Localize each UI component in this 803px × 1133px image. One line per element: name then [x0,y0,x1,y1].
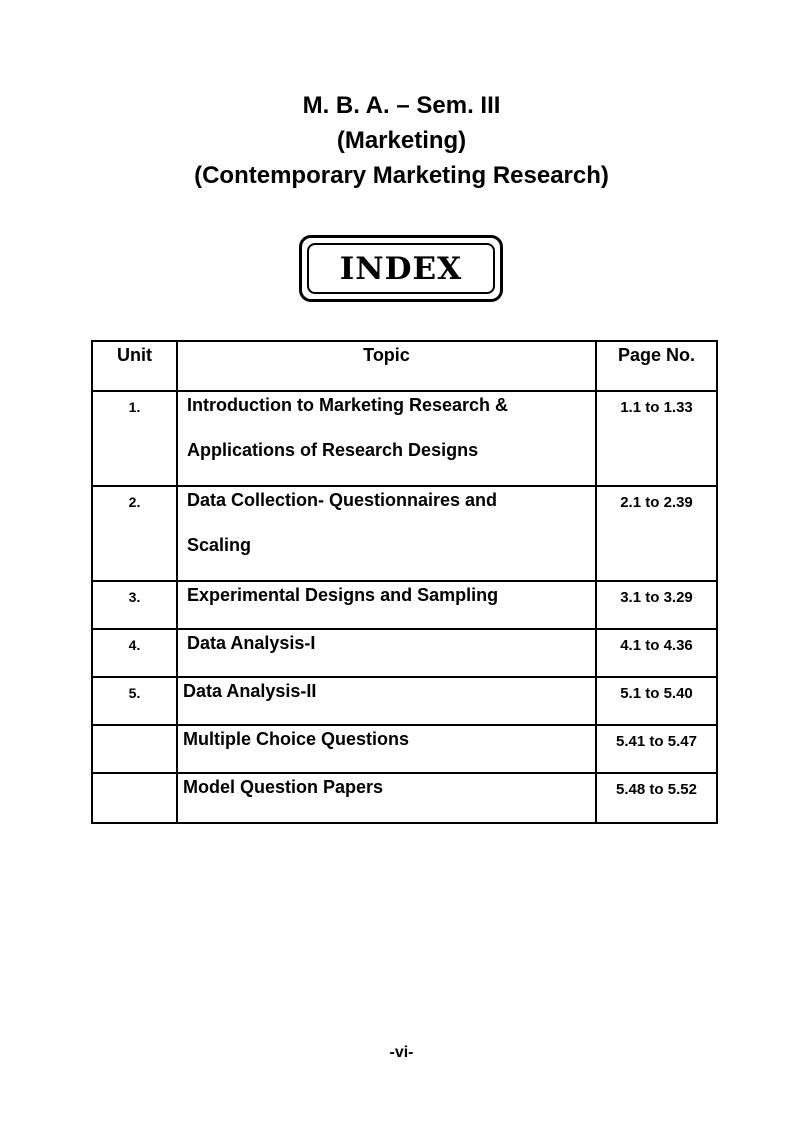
topic-line: Data Collection- Questionnaires and [187,490,498,510]
topic-line: Data Analysis-I [187,633,316,653]
topic-line: Applications of Research Designs [187,440,479,460]
unit-number: 4. [92,629,177,677]
unit-number [92,773,177,823]
page-range: 3.1 to 3.29 [596,581,717,629]
page-range: 5.48 to 5.52 [596,773,717,823]
page-number: -vi- [389,1044,414,1061]
table-row [92,391,717,486]
column-header-topic: Topic [177,341,596,391]
topic-line: Multiple Choice Questions [183,729,410,749]
page-range: 5.1 to 5.40 [596,677,717,725]
index-badge [299,235,503,302]
unit-number: 3. [92,581,177,629]
topic-line: Scaling [187,535,252,555]
title-program: M. B. A. – Sem. III [302,92,501,119]
page-range: 4.1 to 4.36 [596,629,717,677]
unit-number [92,725,177,773]
topic-cell [177,486,596,581]
topic-line: Experimental Designs and Sampling [187,585,499,605]
table-row [92,773,717,823]
topic-cell [177,391,596,486]
topic-line: Data Analysis-II [183,681,317,701]
index-badge-inner [307,243,495,294]
topic-cell [177,773,596,823]
index-heading: INDEX [339,250,463,287]
unit-number: 1. [92,391,177,486]
unit-number: 5. [92,677,177,725]
title-subject: (Contemporary Marketing Research) [194,162,609,189]
document-title [0,88,803,193]
page-range: 2.1 to 2.39 [596,486,717,581]
column-header-unit: Unit [92,341,177,391]
index-table [91,340,718,824]
column-header-page: Page No. [596,341,717,391]
topic-line: Model Question Papers [183,777,384,797]
page-range: 5.41 to 5.47 [596,725,717,773]
title-specialization: (Marketing) [336,127,467,154]
table-row [92,486,717,581]
page-range: 1.1 to 1.33 [596,391,717,486]
topic-line: Introduction to Marketing Research & [187,395,509,415]
unit-number: 2. [92,486,177,581]
